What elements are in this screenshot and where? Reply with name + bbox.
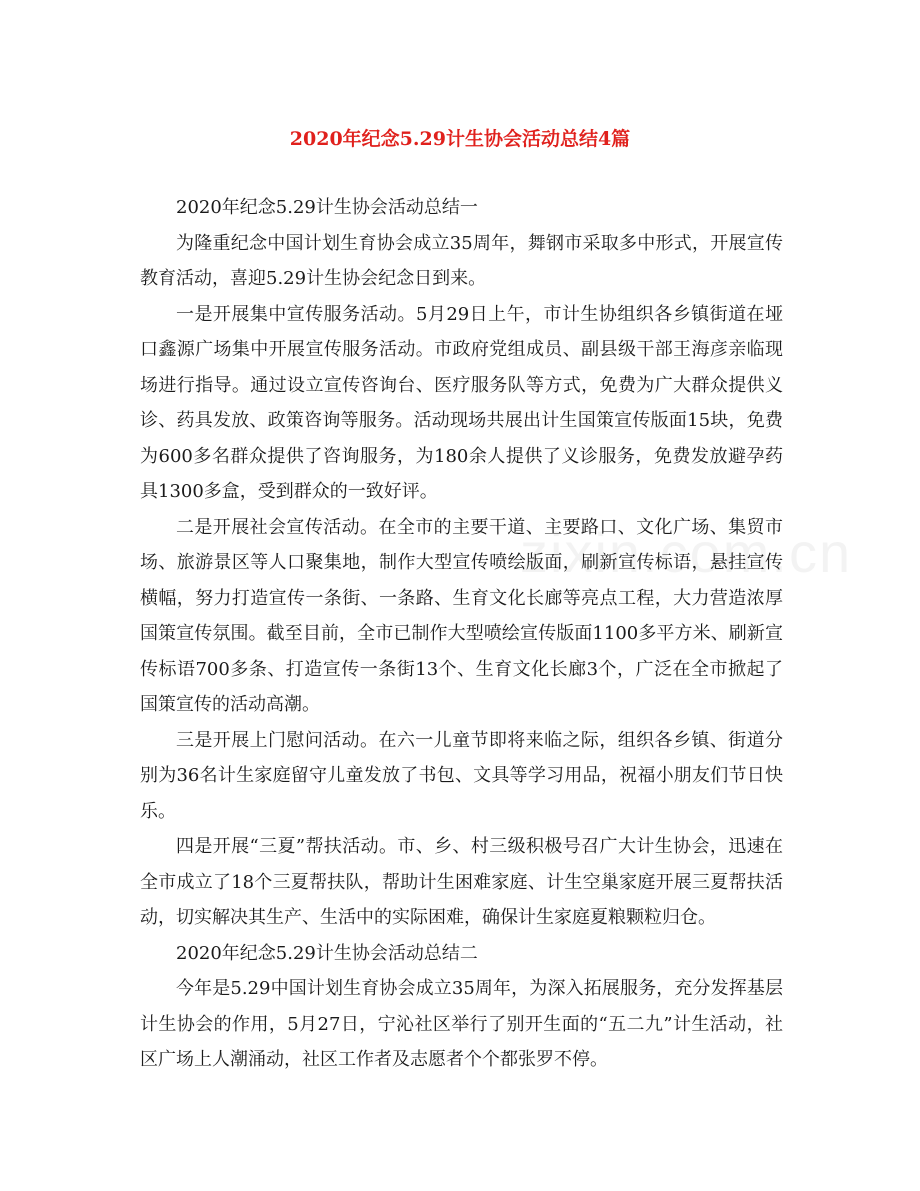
paragraph-section-2-intro: 今年是5.29中国计划生育协会成立35周年，为深入拓展服务，充分发挥基层计生协会的作用，5月27日，宁沁社区举行了别开生面的“五二九”计生活动，社区广场上人潮涌动，社区工作者及志愿者个个都张罗不停。 [140,978,783,1070]
paragraph-item-4: 四是开展“三夏”帮扶活动。市、乡、村三级积极号召广大计生协会，迅速在全市成立了18个三夏帮扶队，帮助计生困难家庭、计生空巢家庭开展三夏帮扶活动，切实解决其生产、生活中的实际困难，确保计生家庭夏粮颗粒归仓。 [140,836,783,928]
paragraph-item-1: 一是开展集中宣传服务活动。5月29日上午，市计生协组织各乡镇街道在垭口鑫源广场集中开展宣传服务活动。市政府党组成员、副县级干部王海彦亲临现场进行指导。通过设立宣传咨询台、医疗服务队等方式，免费为广大群众提供义诊、药具发放、政策咨询等服务。活动现场共展出计生国策宣传版面15块，免费为600多名群众提供了咨询服务，为180余人提供了义诊服务，免费发放避孕药具1300多盒，受到群众的一致好评。 [140,303,783,502]
document-body [140,190,783,1078]
paragraph-item-2: 二是开展社会宣传活动。在全市的主要干道、主要路口、文化广场、集贸市场、旅游景区等人口聚集地，制作大型宣传喷绘版面，刷新宣传标语，悬挂宣传横幅，努力打造宣传一条街、一条路、生育文化长廊等亮点工程，大力营造浓厚国策宣传氛围。截至目前，全市已制作大型喷绘宣传版面1100多平方米、刷新宣传标语700多条、打造宣传一条街13个、生育文化长廊3个，广泛在全市掀起了国策宣传的活动高潮。 [140,516,783,715]
section-heading-1: 2020年纪念5.29计生协会活动总结一 [176,197,478,218]
document-title: 2020年纪念5.29计生协会活动总结4篇 [289,128,631,150]
paragraph-item-3: 三是开展上门慰问活动。在六一儿童节即将来临之际，组织各乡镇、街道分别为36名计生家庭留守儿童发放了书包、文具等学习用品，祝福小朋友们节日快乐。 [140,729,783,822]
paragraph-intro: 为隆重纪念中国计划生育协会成立35周年，舞钢市采取多中形式，开展宣传教育活动，喜迎5.29计生协会纪念日到来。 [140,232,783,289]
section-heading-2: 2020年纪念5.29计生协会活动总结二 [176,942,478,964]
